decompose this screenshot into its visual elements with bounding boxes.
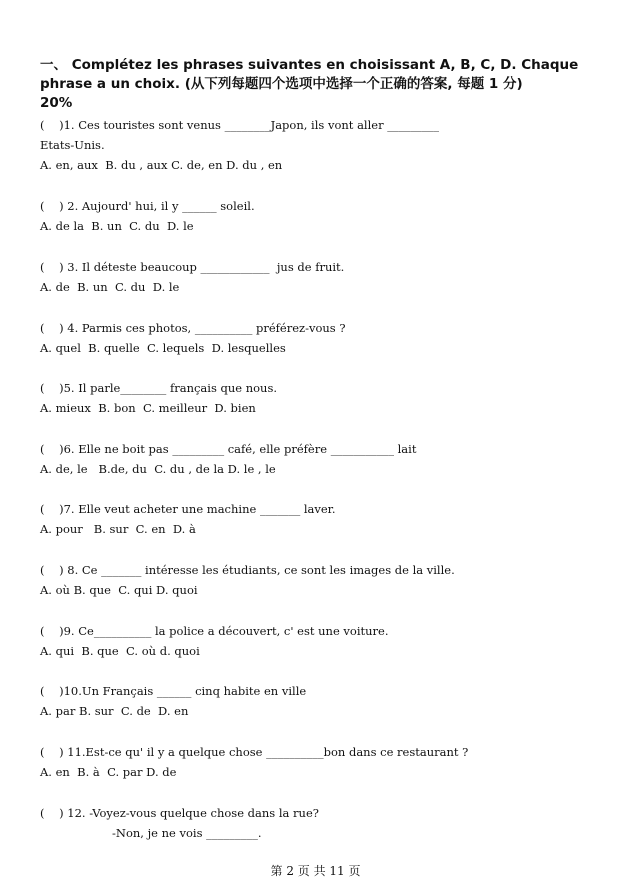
instruction-line-3: 20% (40, 95, 73, 111)
question-4: ( ) 4. Parmis ces photos, __________ préférez-vous ? (40, 321, 346, 335)
question-8-options: A. où B. que C. qui D. quoi (40, 583, 198, 597)
question-3: ( ) 3. Il déteste beaucoup ____________ jus de fruit. (40, 260, 345, 274)
question-7: ( )7. Elle veut acheter une machine _______ laver. (40, 502, 336, 516)
question-1-cont: Etats-Unis. (40, 138, 105, 152)
question-9: ( )9. Ce__________ la police a découvert, c' est une voiture. (40, 624, 389, 638)
question-5-options: A. mieux B. bon C. meilleur D. bien (40, 401, 256, 415)
section-instructions (40, 56, 600, 113)
instruction-line-2: phrase a un choix. (从下列每题四个选项中选择一个正确的答案, 每题 1 分) (40, 76, 523, 92)
question-4-options: A. quel B. quelle C. lequels D. lesquelles (40, 341, 286, 355)
question-2: ( ) 2. Aujourd' hui, il y ______ soleil. (40, 199, 255, 213)
question-1: ( )1. Ces touristes sont venus ________Japon, ils vont aller _________ (40, 118, 439, 132)
question-10-options: A. par B. sur C. de D. en (40, 704, 189, 718)
page-number: 第 2 页 共 11 页 (270, 864, 361, 878)
question-12: ( ) 12. -Voyez-vous quelque chose dans la rue? (40, 806, 319, 820)
question-1-options: A. en, aux B. du , aux C. de, en D. du , en (40, 158, 283, 172)
question-5: ( )5. Il parle________ français que nous. (40, 381, 278, 395)
instruction-line-1: 一、 Complétez les phrases suivantes en choisissant A, B, C, D. Chaque (40, 57, 579, 73)
question-3-options: A. de B. un C. du D. le (40, 280, 180, 294)
question-6: ( )6. Elle ne boit pas _________ café, elle préfère ___________ lait (40, 442, 417, 456)
question-8: ( ) 8. Ce _______ intéresse les étudiants, ce sont les images de la ville. (40, 563, 455, 577)
question-12-reply: -Non, je ne vois _________. (112, 826, 262, 840)
question-11: ( ) 11.Est-ce qu' il y a quelque chose __________bon dans ce restaurant ? (40, 745, 469, 759)
question-11-options: A. en B. à C. par D. de (40, 765, 177, 779)
question-7-options: A. pour B. sur C. en D. à (40, 522, 196, 536)
question-6-options: A. de, le B.de, du C. du , de la D. le , le (40, 462, 276, 476)
question-9-options: A. qui B. que C. où d. quoi (40, 644, 200, 658)
question-10: ( )10.Un Français ______ cinq habite en ville (40, 684, 307, 698)
question-2-options: A. de la B. un C. du D. le (40, 219, 194, 233)
